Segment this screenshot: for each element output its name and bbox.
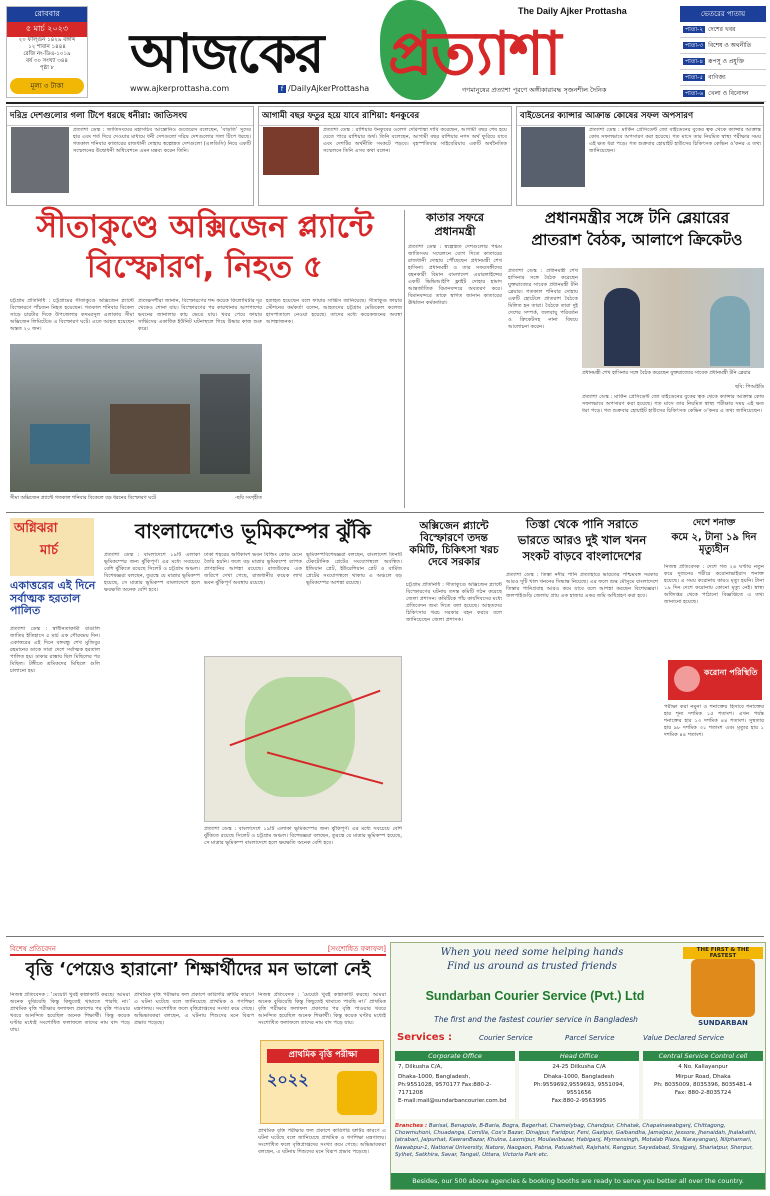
ad-tagline-1: When you need some helping hands — [440, 947, 624, 958]
website-link[interactable]: www.ajkerprottasha.com — [130, 84, 230, 93]
quake-text-1: প্রত্যাশা ডেস্ক : বাংলাদেশে ১৯টি এলাকা ভূমিকম্পের জন্য ঝুঁকিপূর্ণ। এর মধ্যে সবচেয়ে বেশি ঝুঁকিতে রয়েছে সিলেট ও চট্টগ্রাম অঞ্চল। বিশেষজ্ঞরা বলছেন, তুরস্কে যে মাত্রার ভূমিকম্প হয়েছে, সে মাত্রার ভূমিকম্প বাংলাদেশে হলে ক্ষয়ক্ষতি অনেক বেশি হবে। — [104, 552, 200, 593]
ad-service-item: Parcel Service — [565, 1034, 615, 1042]
section-rule — [6, 512, 764, 513]
ad-branches — [395, 1123, 763, 1169]
ad-office-line: Mirpur Road, Dhaka — [675, 1074, 731, 1080]
ad-office-box — [643, 1051, 763, 1119]
lead-text-1: চট্টগ্রাম প্রতিনিধি : চট্টগ্রামের সীতাকুণ্ডে অক্সিজেন প্ল্যান্টে বিস্ফোরণে পাঁচজন নিহত হয়েছেন। গতকাল শনিবার বিকেল সাড়ে চারটার দিকে উপজেলার কদমরসুল এলাকায় সীমা অক্সিজেন লিমিটেডে এ বিস্ফোরণ ঘটে। এতে আহত হয়েছেন অন্তত ২০ জন। — [10, 298, 134, 332]
scholar-tagbar — [10, 942, 386, 956]
scholar-text-4: প্রাথমিক বৃত্তি পরীক্ষার ফল প্রকাশে কারিগরি ত্রুটির কারণে এ ঘটনা ঘটেছে বলে জানিয়েছে প্রাথমিক ও গণশিক্ষা মন্ত্রণালয়। সংশোধিত ফলে বৃত্তিপ্রাপ্তদের সংখ্যা কমে গেছে। অভিভাবকরা বলছেন, এ ঘটনায় শিশুদের মনে বিরূপ প্রভাব পড়েছে। — [258, 1128, 386, 1155]
inside-label: বিশেষ ও অথনীতি — [708, 42, 752, 49]
ad-company: Sundarban Courier Service (Pvt.) Ltd — [425, 989, 645, 1003]
lead-headline-2: বিস্ফোরণ, নিহত ৫ — [86, 249, 324, 285]
probe-text: চট্টগ্রাম প্রতিনিধি : সীতাকুণ্ডে অক্সিজেন প্ল্যান্টে বিস্ফোরণের ঘটনায় তদন্ত কমিটি গঠন করেছে জেলা প্রশাসন। কমিটিকে পাঁচ কার্যদিবসের মধ্যে প্রতিবেদন জমা দিতে বলা হয়েছে। আহতদের চিকিৎসার খরচ সরকার বহন করবে বলে জানিয়েছেন জেলা প্রশাসক। — [406, 582, 502, 623]
ad-services-label: Services : — [397, 1032, 453, 1043]
ad-footer: Besides, our 500 above agencies & booking booths are ready to serve you better all over the country. — [391, 1173, 765, 1189]
inside-label: রূপসু ও প্রযুক্তি — [708, 58, 745, 65]
english-name: The Daily Ajker Prottasha — [518, 6, 627, 16]
ad-tagline-2: Find us around as trusted friends — [447, 961, 617, 972]
slogan: গণমানুষের প্রত্যাশা পূরণে অঙ্গীকারাবদ্ধ সৃজনশীল দৈনিক — [462, 86, 607, 94]
scholar-tag: বিশেষ প্রতিবেদন — [10, 945, 56, 953]
blair-text-2: প্রত্যাশা ডেস্ক : মার্কিন প্রেসিডেন্ট জো বাইডেনের বুকের ত্বক থেকে ক্যান্সার আক্রান্ত কোষ সফলভাবে অপসারণ করা হয়েছে। গত মাসে তার নিয়মিত স্বাস্থ্য পরীক্ষার সময় এই ক্ষত ধরা পড়ে। গত শুক্রবার হোয়াইট হাউসের চিকিৎসক কেভিন ও'কনর এ তথ্য জানিয়েছেন। — [582, 394, 764, 414]
qatar-kicker: কাতার সফরে — [426, 211, 484, 224]
facebook-label: /DailyAjkerProttasha — [288, 84, 370, 93]
inside-item[interactable] — [680, 22, 766, 38]
march-text: প্রত্যাশা ডেস্ক : স্বাধীনতাকামী বাঙালি জাতির ইতিহাসে ৫ মার্চ এক গৌরবময় দিন। একাত্তরের এই দিনে বঙ্গবন্ধু শেখ মুজিবুর রহমানের ডাকে সারা দেশে সর্বাত্মক হরতাল পালিত হয়। ঢাকার রাস্তায় ছিল মিছিলের পর মিছিল। টঙ্গীতে শ্রমিকদের মিছিলে গুলি চালানো হয়। — [10, 626, 100, 674]
ad-office-line: Ph:9559692,9559693, 9551094, 9551656 — [533, 1082, 625, 1096]
ad-office-line: Dhaka-1000, Bangladesh — [543, 1074, 615, 1080]
masthead-rule — [6, 102, 764, 104]
ad-office-box — [395, 1051, 515, 1119]
facebook-link[interactable] — [278, 84, 369, 93]
inside-page: পাতা-৪ — [685, 58, 704, 65]
ad-service-item: Courier Service — [479, 1034, 533, 1042]
teesta-text: প্রত্যাশা ডেস্ক : তিস্তা নদীর পানি প্রত্যাহারে ভারতের পশ্চিমবঙ্গ সরকার আরও দুটি খাল খননের সিদ্ধান্ত নিয়েছে। এর ফলে শুষ্ক মৌসুমে বাংলাদেশে তিস্তার পানিপ্রবাহ আরও কমে যাবে বলে আশঙ্কা করছেন বিশেষজ্ঞরা। জলপাইগুড়ি জেলায় প্রায় এক হাজার একর জমি অধিগ্রহণ করা হবে। — [506, 572, 658, 599]
blair-caption: প্রধানমন্ত্রী শেখ হাসিনার সঙ্গে বৈঠক করেছেন যুক্তরাজ্যের সাবেক প্রধানমন্ত্রী টনি ব্লেয়ার — [582, 370, 751, 376]
blair-meeting-photo — [582, 268, 764, 368]
explosion-photo — [10, 344, 262, 492]
inside-label: দেশের খবর — [708, 26, 736, 33]
blair-figure — [604, 288, 640, 366]
blair-credit: ছবি: পিআইডি — [735, 384, 764, 390]
ad-office-line: Dhaka-1000, Bangladesh, — [398, 1074, 471, 1080]
top-story-1[interactable] — [6, 106, 254, 206]
corona-text-2: পরীক্ষা করা নমুনা ও শনাক্তের হিসাবে শনাক্তের হার শূন্য দশমিক ১৫ শতাংশ। এখন পর্যন্ত শনাক্তের হার ১৩ দশমিক ৪৪ শতাংশ। সুস্থতার হার ৯৮ দশমিক ৩১ শতাংশ এবং মৃত্যুর হার ১ দশমিক ৪৪ শতাংশ। — [664, 704, 764, 738]
issue-date: ৫ মার্চ ২০২৩ — [7, 22, 87, 37]
lead-headline-1: সীতাকুণ্ডে অক্সিজেন প্ল্যান্টে — [36, 209, 374, 245]
logo-part-1: আজকের — [130, 21, 323, 85]
ad-office-line: Fax:880-2-9563995 — [551, 1098, 607, 1104]
march-badge — [10, 518, 94, 576]
price-badge: মূল্য ৩ টাকা — [10, 78, 84, 94]
ad-office-line: Ph: 8035009, 8035396, 8035481-4 — [653, 1082, 752, 1088]
ad-services-row — [395, 1031, 765, 1047]
facebook-icon: f — [278, 85, 286, 93]
top-story-2[interactable] — [258, 106, 512, 206]
smoke-shape — [200, 374, 250, 474]
corona-badge — [668, 660, 762, 700]
ad-office-title: Corporate Office — [395, 1051, 515, 1061]
inside-item[interactable] — [680, 38, 766, 54]
weekday: রোববার — [7, 7, 87, 22]
quake-map — [204, 656, 402, 822]
probe-headline: অক্সিজেন প্ল্যান্টে বিস্ফোরণে তদন্ত কমিটি, চিকিৎসা খরচ দেবে সরকার — [409, 520, 499, 569]
kremlin-photo — [263, 127, 319, 175]
ad-office-line: Fax: 880-2-8035724 — [674, 1090, 732, 1096]
corona-badge-label: করোনা পরিস্থিতি — [704, 668, 758, 677]
blair-text: প্রত্যাশা ডেস্ক : প্রধানমন্ত্রী শেখ হাসিনার সঙ্গে বৈঠক করেছেন যুক্তরাজ্যের সাবেক প্রধানমন্ত্রী টনি ব্লেয়ার। গতকাল শনিবার দোহায় একটি হোটেলে প্রাতরাশ বৈঠকে মিলিত হন তারা। বৈঠকে তারা দুই দেশের সম্পর্ক, জলবায়ু পরিবর্তন ও ক্রিকেটসহ নানা বিষয়ে আলোচনা করেন। — [508, 268, 578, 330]
ad-office-line: E-mail:mail@sundarbancourier.com.bd — [398, 1098, 507, 1104]
guterres-photo — [11, 127, 69, 193]
ad-office-title: Central Service Control cell — [643, 1051, 763, 1061]
inside-page: পাতা-৩ — [685, 42, 704, 49]
teesta-headline-2: ভারতে আরও দুই খাল খনন — [517, 533, 647, 547]
teesta-headline-3: সংকট বাড়বে বাংলাদেশের — [522, 549, 642, 563]
scholar-tag-2: [সংশোধিত ফলাফল] — [327, 945, 386, 953]
inside-label: খেলা ও বিনোদন — [708, 90, 749, 97]
ad-branches-label: Branches : — [395, 1123, 428, 1129]
march-word-1: অগ্নিঝরা — [14, 521, 58, 536]
inside-item[interactable] — [680, 70, 766, 86]
qatar-text: প্রত্যাশা ডেস্ক : স্বল্পোন্নত দেশগুলোর পঞ্চম জাতিসংঘ সম্মেলনে যোগ দিতে কাতারের রাজধানী দোহায় পৌঁছেছেন প্রধানমন্ত্রী শেখ হাসিনা। প্রধানমন্ত্রী ও তার সফরসঙ্গীদের বহনকারী বিমান বাংলাদেশ এয়ারলাইন্সের একটি ভিভিআইপি ফ্লাইট দোহার হামাদ আন্তর্জাতিক বিমানবন্দরে অবতরণ করে। বিমানবন্দরে তাকে স্বাগত জানান কাতারের ঊর্ধ্বতন কর্মকর্তারা। — [408, 244, 502, 306]
land-shape — [245, 677, 355, 797]
top-story-3-text: প্রত্যাশা ডেস্ক : মার্কিন প্রেসিডেন্ট জো বাইডেনের বুকের ত্বক থেকে ক্যান্সার আক্রান্ত কোষ সফলভাবে অপসারণ করা হয়েছে। গত মাসে তার নিয়মিত স্বাস্থ্য পরীক্ষার সময় এই ক্ষত ধরা পড়ে। গত শুক্রবার হোয়াইট হাউসের চিকিৎসক কেভিন ও'কনর এ তথ্য জানিয়েছেন। — [589, 127, 761, 154]
truck-shape — [30, 424, 90, 464]
date-line-2: ১২ শাবান ১৪৪৪ — [28, 44, 66, 50]
volume-number: বর্ষ ৩০ সংখ্যা ৩৪৪ — [25, 58, 68, 64]
march-headline: একাত্তরের এই দিনে সর্বাত্মক হরতাল পালিত — [10, 579, 96, 618]
date-line-1: ২০ ফাল্গুন ১৪২৯ বঙ্গাব্দ — [18, 37, 76, 43]
inside-page: পাতা-২ — [685, 26, 704, 33]
section-rule — [6, 936, 764, 937]
students-illustration — [337, 1071, 377, 1115]
exam-badge-year: ২০২২ — [267, 1070, 309, 1089]
quake-text-3: ভূমিকম্পবিশেষজ্ঞরা বলছেন, বাংলাদেশ তিনটি টেকটোনিক প্লেটের সংযোগস্থলে অবস্থিত। ইন্ডিয়ান প্লেট, ইউরেশিয়ান প্লেট ও বার্মিজ প্লেটের সংযোগস্থলে থাকায় এ অঞ্চলে বড় ভূমিকম্পের আশঙ্কা রয়েছে। — [306, 552, 402, 586]
ad-office-line: 4 No. Kallayanpur — [678, 1064, 728, 1070]
scholar-text-1: নিজস্ব প্রতিবেদক : ‘মেয়েটা খুবই কান্নাকাটি করছে। আমরা অনেক বুঝিয়েছি কিন্তু কিছুতেই থামাতে পারছি না।’ প্রাথমিক বৃত্তি পরীক্ষার ফলাফল প্রকাশের পর বৃত্তি পাওয়ার খবরে আনন্দিত হয়েছিল অনেক শিক্ষার্থী। কিন্তু কয়েক ঘণ্টার মধ্যেই সংশোধিত ফলাফলে তাদের নাম বাদ পড়ে যায়। — [10, 992, 130, 1033]
qatar-headline: প্রধানমন্ত্রী — [434, 225, 476, 238]
scholar-text-3: নিজস্ব প্রতিবেদক : ‘মেয়েটা খুবই কান্নাকাটি করছে। আমরা অনেক বুঝিয়েছি কিন্তু কিছুতেই থামাতে পারছি না।’ প্রাথমিক বৃত্তি পরীক্ষার ফলাফল প্রকাশের পর বৃত্তি পাওয়ার খবরে আনন্দিত হয়েছিল অনেক শিক্ষার্থী। কিন্তু কয়েক ঘণ্টার মধ্যেই সংশোধিত ফলাফলে তাদের নাম বাদ পড়ে যায়। — [258, 992, 386, 1026]
biden-photo — [521, 127, 585, 187]
lead-caption: সীমা অক্সিজেন প্ল্যান্টে গতকাল শনিবার বিকেলে বড় ধরনের বিস্ফোরণ ঘটে — [10, 495, 157, 501]
quake-text-4: প্রত্যাশা ডেস্ক : বাংলাদেশে ১৯টি এলাকা ভূমিকম্পের জন্য ঝুঁকিপূর্ণ। এর মধ্যে সবচেয়ে বেশি ঝুঁকিতে রয়েছে সিলেট ও চট্টগ্রাম অঞ্চল। বিশেষজ্ঞরা বলছেন, তুরস্কে যে মাত্রার ভূমিকম্প হয়েছে, সে মাত্রার ভূমিকম্প বাংলাদেশে হলে ক্ষয়ক্ষতি অনেক বেশি হবে। — [204, 826, 402, 846]
inside-page: পাতা-৫ — [685, 74, 704, 81]
top-story-1-headline: দরিদ্র দেশগুলোর গলা টিপে ধরছে ধনীরা: জাতিসংঘ — [7, 107, 253, 126]
pm-figure — [710, 296, 750, 366]
top-story-2-text: প্রত্যাশা ডেস্ক : রাশিয়ার ধনকুবের ওলেগ দেরিপাস্কা দাবি করেছেন, আগামী বছর শেষ হয়ে যেতে পারে রাশিয়ার অর্থ। তিনি বলেছেন, আগামী বছর রাশিয়ার নগদ অর্থ ফুরিয়ে যাবে এবং দেশটির অর্থনীতি সংকটে পড়বে। বৃহস্পতিবার সাইবেরিয়ায় একটি অর্থনৈতিক সম্মেলনে তিনি এসব কথা বলেন। — [323, 127, 507, 154]
top-story-1-text: প্রত্যাশা ডেস্ক : জাতিসংঘের মহাসচিব আন্তোনিও গুতেরেস বলেছেন, ‘বাড়তি’ সুদের হার এবং শর্ত দিয়ে দেওয়ার মাধ্যমে ধনী দেশগুলো দরিদ্র দেশগুলোর গলা টিপে ধরছে। গতকাল শনিবার কাতারের রাজধানী দোহায় স্বল্পোন্নত দেশগুলো (এলডিসি) নিয়ে একটি সম্মেলনের উদ্বোধনী অধিবেশনে এমন মন্তব্য করেন তিনি। — [73, 127, 251, 154]
blair-headline-1: প্রধানমন্ত্রীর সঙ্গে টনি ব্লেয়ারের — [544, 209, 730, 227]
logo-part-2: প্রত্যাশা — [388, 19, 560, 89]
lead-text-2: প্রত্যক্ষদর্শীরা জানান, বিস্ফোরণের শব্দ কয়েক কিলোমিটার দূর থেকেও শোনা যায়। বিস্ফোরণের পর কারখানার আশপাশের ভবনের জানালার কাচ ভেঙে যায়। খবর পেয়ে ফায়ার সার্ভিসের একাধিক ইউনিট ঘটনাস্থলে গিয়ে উদ্ধার কাজ শুরু করে। — [138, 298, 262, 332]
courier-ad[interactable] — [390, 942, 766, 1190]
column-divider — [404, 210, 405, 508]
inside-label: বাণিজ্য — [708, 74, 726, 81]
top-story-3-headline: বাইডেনের ক্যান্সার আক্রান্ত কোষের সফল অপসারণ — [517, 107, 763, 126]
ad-office-box — [519, 1051, 639, 1119]
lead-text-3: হতাহত হয়েছেন বলে ফায়ার সার্ভিস জানিয়েছে। সীতাকুণ্ড ফায়ার স্টেশনের কর্মকর্তা বলেন, আহতদের চট্টগ্রাম মেডিকেল কলেজ হাসপাতালে নেওয়া হয়েছে। তাদের মধ্যে কয়েকজনের অবস্থা আশঙ্কাজনক। — [266, 298, 402, 325]
ad-service-item: Value Declared Service — [643, 1034, 725, 1042]
first-fast-label: THE FIRST & THE FASTEST — [683, 947, 763, 959]
top-story-2-headline: আগামী বছর ফতুর হয়ে যাবে রাশিয়া: ধনকুবের — [259, 107, 511, 126]
inside-item[interactable] — [680, 86, 766, 102]
corona-text: নিজস্ব প্রতিবেদক : দেশে গত ২৪ ঘণ্টায় নতুন করে দুজনের শরীরে করোনাভাইরাস শনাক্ত হয়েছে। এ সময় করোনায় কারও মৃত্যু হয়নি। টানা ১৯ দিন দেশে করোনায় কোনো মৃত্যু নেই। স্বাস্থ্য অধিদপ্তর থেকে পাঠানো বিজ্ঞপ্তিতে এ তথ্য জানানো হয়েছে। — [664, 564, 764, 605]
reg-number: রেজি নং-ডিএ-১০১৯ — [23, 51, 71, 57]
ad-office-line: 24-25 Dilkusha C/A — [552, 1064, 606, 1070]
scholar-headline: বৃত্তি ‘পেয়েও হারানো’ শিক্ষার্থীদের মন ভালো নেই — [25, 960, 371, 980]
page-count: পৃষ্ঠা ৮ — [39, 65, 55, 71]
inside-page: পাতা-৬ — [685, 90, 704, 97]
top-story-3[interactable] — [516, 106, 764, 206]
ad-office-line: 7, Dilkusha C/A, — [398, 1064, 443, 1070]
blair-headline-2: প্রাতরাশ বৈঠক, আলাপে ক্রিকেটও — [531, 231, 743, 249]
quake-headline: বাংলাদেশেও ভূমিকম্পের ঝুঁকি — [134, 519, 372, 543]
corona-kicker: দেশে শনাক্ত — [692, 518, 736, 528]
ad-company-block — [395, 977, 675, 1011]
debris-shape — [110, 404, 190, 474]
ad-logo-text: SUNDARBAN — [698, 1019, 748, 1027]
inside-pages-box — [680, 6, 766, 102]
corona-headline: কমে ২, টানা ১৯ দিন মৃত্যুহীন — [671, 532, 757, 555]
ad-subtitle: The first and the fastest courier service in Bangladesh — [434, 1015, 638, 1024]
inside-item[interactable] — [680, 54, 766, 70]
teesta-headline-1: তিস্তা থেকে পানি সরাতে — [525, 517, 639, 531]
exam-badge-title: প্রাথমিক বৃত্তি পরীক্ষা — [267, 1049, 379, 1063]
ad-branches-list: Barisal, Benapole, B-Baria, Bogra, Bagerhat, Chamelybag, Chandpur, Chhatak, Chapainawabganj, Chittagong, Chowmuhoni, Chuadanga, Comilla, Cox's Bazar, Dinajpur, Faridpur, Feni, Gazipur, Gaibandha, Jamalpur, Jessore, Jhenaidah, Jhalakathi, Jatrabari, Jaipurhat, KawranBazar, Khulna, Laxmipur, Moulavibazar, Habiganj, Mymensingh, Motalab Plaza, Narayanganj, Nilphamari, Nawabpur-1, National University, Natore, Naogaon, Pabna, Patuakhali, Rajshahi, Rangpur, Sayedabad, Sirajganj, Shariatpur, Sherpur, Sylhet, Satkhira, Savar, Tangail, Uttara, Victoria Park etc. — [395, 1123, 757, 1158]
ad-office-line: Ph:9551028, 9570177 Fax:880-2-7171208 — [398, 1082, 492, 1096]
scholar-exam-badge — [260, 1040, 384, 1124]
lead-credit: -ছবি সংগৃহীত — [234, 495, 262, 501]
ad-office-title: Head Office — [519, 1051, 639, 1061]
march-word-2: মার্চ — [40, 543, 59, 558]
tiger-logo-icon — [691, 959, 755, 1017]
quake-text-2: ঢাকা শহরের অধিকাংশ ভবন বিল্ডিং কোড মেনে তৈরি হয়নি। ফলে বড় মাত্রার ভূমিকম্পে ব্যাপক প্রাণহানির আশঙ্কা রয়েছে। রাজউকের এক জরিপে দেখা গেছে, রাজধানীর কয়েক লাখ ভবন ঝুঁকিপূর্ণ অবস্থায় রয়েছে। — [204, 552, 302, 586]
virus-icon — [674, 666, 700, 692]
scholar-text-2: প্রাথমিক বৃত্তি পরীক্ষার ফল প্রকাশে কারিগরি ত্রুটির কারণে এ ঘটনা ঘটেছে বলে জানিয়েছে প্রাথমিক ও গণশিক্ষা মন্ত্রণালয়। সংশোধিত ফলে বৃত্তিপ্রাপ্তদের সংখ্যা কমে গেছে। অভিভাবকরা বলছেন, এ ঘটনায় শিশুদের মনে বিরূপ প্রভাব পড়েছে। — [134, 992, 254, 1026]
inside-title: ভেতরের পাতায় — [680, 6, 766, 22]
